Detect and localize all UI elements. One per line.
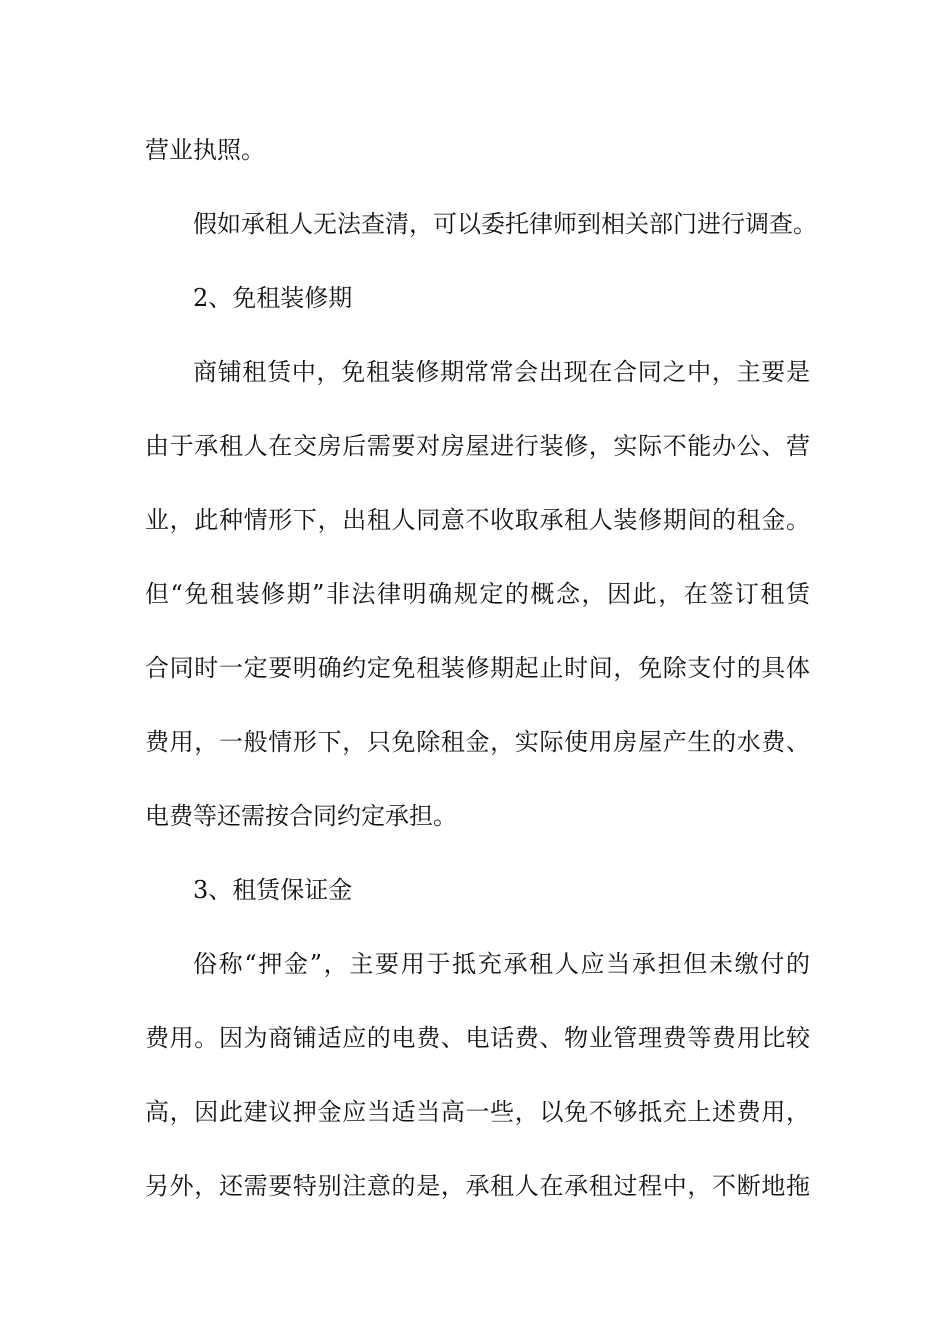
text-line: 电费等还需按合同约定承担。 [145, 802, 457, 830]
section-heading: 3、租赁保证金 [193, 876, 353, 904]
text-line: 费用，一般情形下，只免除租金，实际使用房屋产生的水费、 [145, 728, 810, 756]
text-line: 商铺租赁中，免租装修期常常会出现在合同之中，主要是 [193, 358, 810, 386]
text-line: 业，此种情形下，出租人同意不收取承租人装修期间的租金。 [145, 506, 810, 534]
text-line: 营业执照。 [145, 136, 265, 164]
section-heading: 2、免租装修期 [193, 284, 353, 312]
text-line: 由于承租人在交房后需要对房屋进行装修，实际不能办公、营 [145, 432, 810, 460]
text-line: 俗称“押金”，主要用于抵充承租人应当承担但未缴付的 [193, 950, 810, 978]
text-line: 高，因此建议押金应当适当高一些，以免不够抵充上述费用， [145, 1098, 810, 1126]
text-line: 但“免租装修期”非法律明确规定的概念，因此，在签订租赁 [145, 580, 810, 608]
text-line: 另外，还需要特别注意的是，承租人在承租过程中，不断地拖 [145, 1172, 810, 1200]
text-line: 假如承租人无法查清，可以委托律师到相关部门进行调查。 [193, 210, 817, 238]
text-line: 费用。因为商铺适应的电费、电话费、物业管理费等费用比较 [145, 1024, 810, 1052]
text-line: 合同时一定要明确约定免租装修期起止时间，免除支付的具体 [145, 654, 810, 682]
